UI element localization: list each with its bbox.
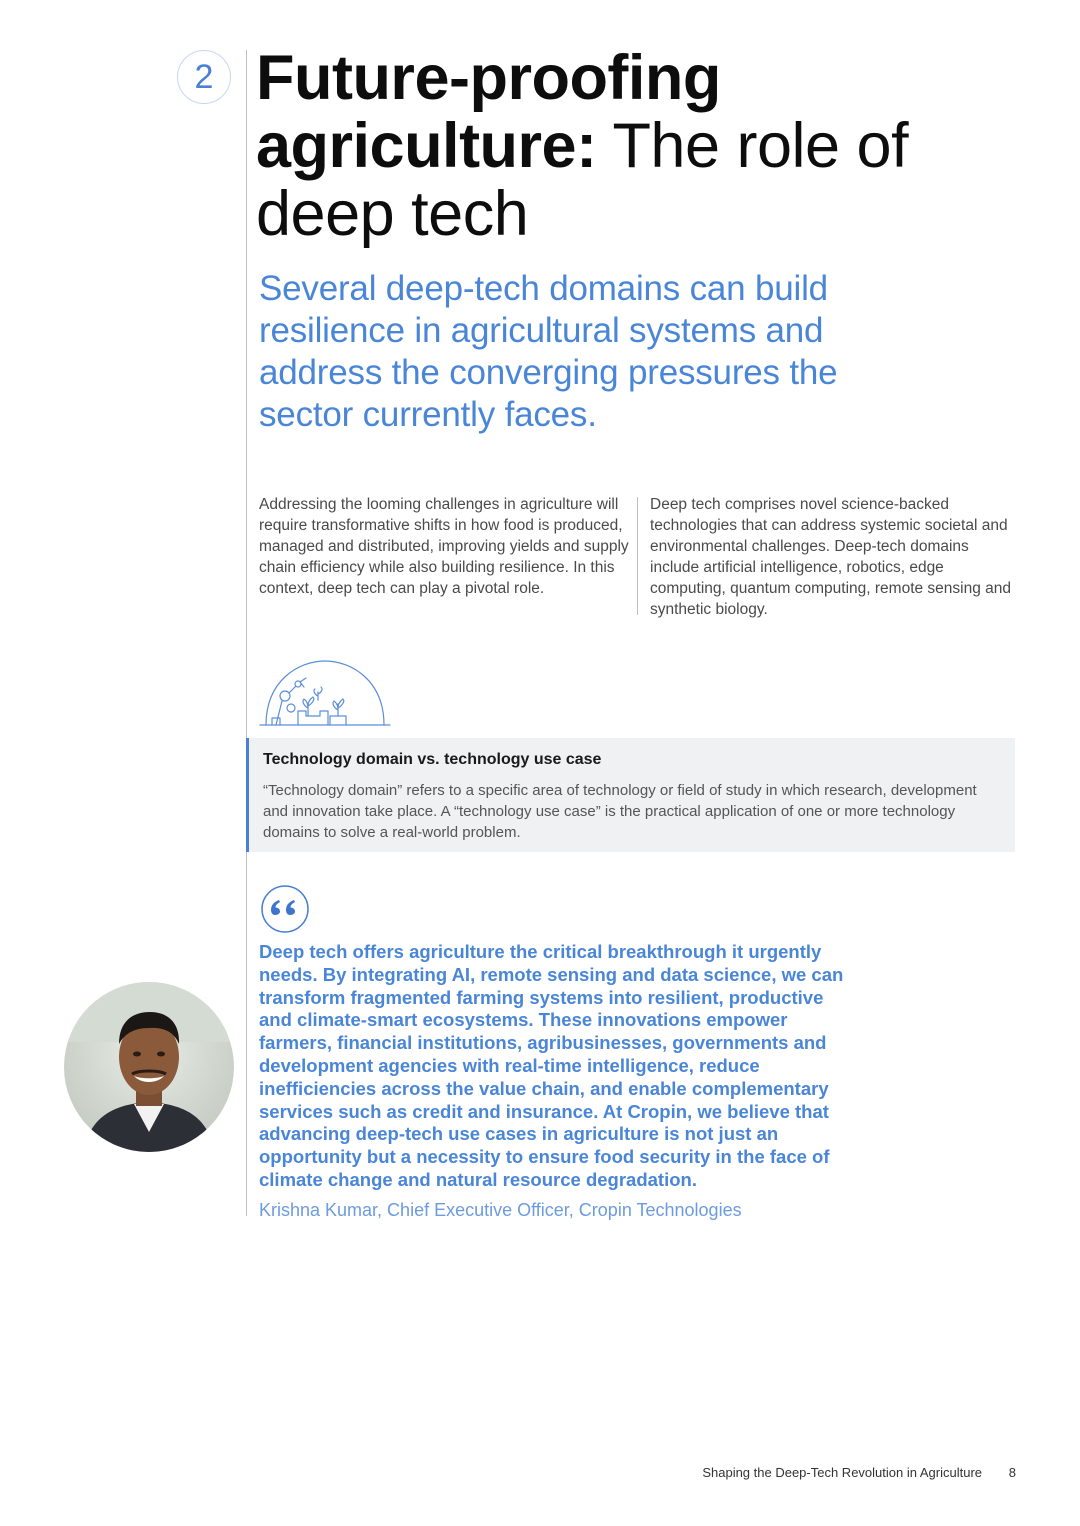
definition-text: “Technology domain” refers to a specific area of technology or field of study in which research, development and innovation take place. A “technology use case” is the practical application of one or more technology domains to solve a real-world problem. <box>263 782 977 841</box>
definition-title: Technology domain vs. technology use case <box>263 751 602 768</box>
person-portrait-photo <box>64 982 234 1152</box>
chapter-number: 2 <box>194 58 214 96</box>
quote-author: Krishna Kumar, Chief Executive Officer, Cropin Technologies <box>259 1200 742 1220</box>
title-bold-line1: Future-proofing <box>256 43 721 113</box>
chapter-number-badge <box>177 50 231 104</box>
definition-box <box>246 738 1015 852</box>
body-column-left: Addressing the looming challenges in agriculture will require transformative shifts in how food is produced, managed and distributed, improving yields and supply chain efficiency while also building resilience. In this context, deep tech can play a pivotal role. <box>259 496 629 597</box>
greenhouse-robot-arm-illustration <box>258 656 392 730</box>
quote-icon <box>261 885 309 933</box>
footer-publication-title: Shaping the Deep-Tech Revolution in Agriculture <box>702 1465 982 1480</box>
page-subtitle: Several deep-tech domains can build resilience in agricultural systems and address the converging pressures the sector currently faces. <box>259 269 838 434</box>
body-column-right: Deep tech comprises novel science-backed technologies that can address systemic societal and environmental challenges. Deep-tech domains include artificial intelligence, robotics, edge computing, quantum computing, remote sensing and synthetic biology. <box>650 496 1012 618</box>
column-divider <box>637 497 638 615</box>
footer-page-number: 8 <box>1008 1465 1016 1480</box>
title-bold-line2: agriculture: <box>256 111 597 181</box>
title-light-part: The role of deep tech <box>256 111 909 249</box>
quote-text: Deep tech offers agriculture the critical breakthrough it urgently needs. By integrating AI, remote sensing and data science, we can transform fragmented farming systems into resilient, productive and climate-smart ecosystems. These innovations empower farmers, financial institutions, agribusinesses, governments and development agencies with real-time intelligence, reduce inefficiencies across the value chain, and enable complementary services such as credit and insurance. At Cropin, we believe that advancing deep-tech use cases in agriculture is not just an opportunity but a necessity to ensure food security in the face of climate change and natural resource degradation. <box>259 941 844 1190</box>
section-rule <box>246 50 247 1216</box>
page-title <box>256 44 956 248</box>
